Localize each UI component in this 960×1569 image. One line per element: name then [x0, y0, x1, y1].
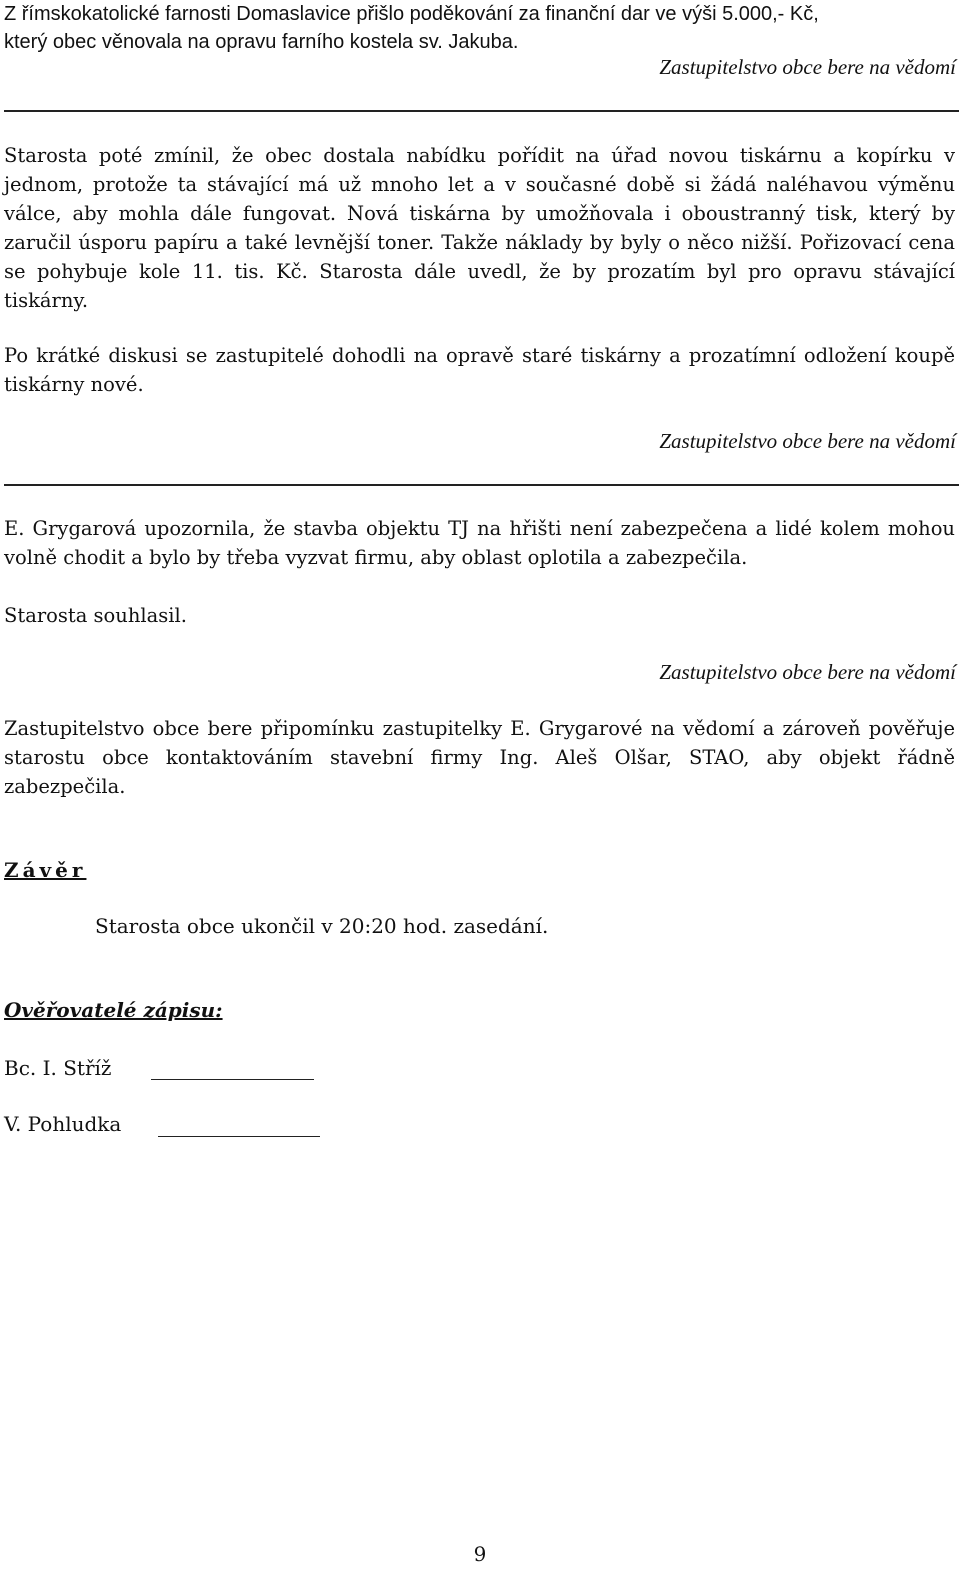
signature-line-1	[151, 1079, 314, 1080]
section-divider-1	[4, 110, 959, 112]
grygarova-paragraph: E. Grygarová upozornila, že stavba objektu TJ na hřišti není zabezpečena a lidé kolem mohou volně chodit a bylo by třeba vyzvat firmu, aby oblast oplotila a zabezpečila.	[4, 517, 955, 569]
mayor-agreed-text: Starosta souhlasil.	[4, 604, 187, 627]
page-number: 9	[473, 1542, 487, 1566]
conclusion-heading: Závěr	[4, 858, 87, 882]
discussion-paragraph: Po krátké diskusi se zastupitelé dohodli na opravě staré tiskárny a prozatímní odložení koupě tiskárny nové.	[4, 344, 955, 396]
acknowledgement-note-3: Zastupitelstvo obce bere na vědomí	[659, 660, 956, 684]
acknowledgement-note-1: Zastupitelstvo obce bere na vědomí	[659, 55, 956, 79]
top-paragraph	[4, 0, 959, 56]
top-paragraph-line-2: který obec věnovala na opravu farního kostela sv. Jakuba.	[4, 31, 519, 53]
printer-paragraph: Starosta poté zmínil, že obec dostala nabídku pořídit na úřad novou tiskárnu a kopírku v jednom, protože ta stávající má už mnoho let a v současné době si žádá naléhavou výměnu válce, aby mohla dále fungovat. Nová tiskárna by umožňovala i oboustranný tisk, který by zaručil úsporu papíru a také levnější toner. Takže náklady by byly o něco nižší. Pořizovací cena se pohybuje kole 11. tis. Kč. Starosta dále uvedl, že by prozatím byl pro opravu stávající tiskárny.	[4, 144, 955, 312]
verifier-name-2: V. Pohludka	[4, 1112, 122, 1136]
section-divider-2	[4, 484, 959, 486]
resolution-paragraph: Zastupitelstvo obce bere připomínku zastupitelky E. Grygarové na vědomí a zároveň pověřuje starostu obce kontaktováním stavební firmy Ing. Aleš Olšar, STAO, aby objekt řádně zabezpečila.	[4, 717, 955, 798]
acknowledgement-note-2: Zastupitelstvo obce bere na vědomí	[659, 429, 956, 453]
verifiers-title: Ověřovatelé zápisu:	[4, 998, 223, 1022]
conclusion-text: Starosta obce ukončil v 20:20 hod. zasedání.	[95, 914, 549, 938]
top-paragraph-line-1: Z římskokatolické farnosti Domaslavice přišlo poděkování za finanční dar ve výši 5.000,- Kč,	[4, 3, 819, 25]
signature-line-2	[158, 1136, 320, 1137]
verifier-name-1: Bc. I. Stříž	[4, 1056, 112, 1080]
